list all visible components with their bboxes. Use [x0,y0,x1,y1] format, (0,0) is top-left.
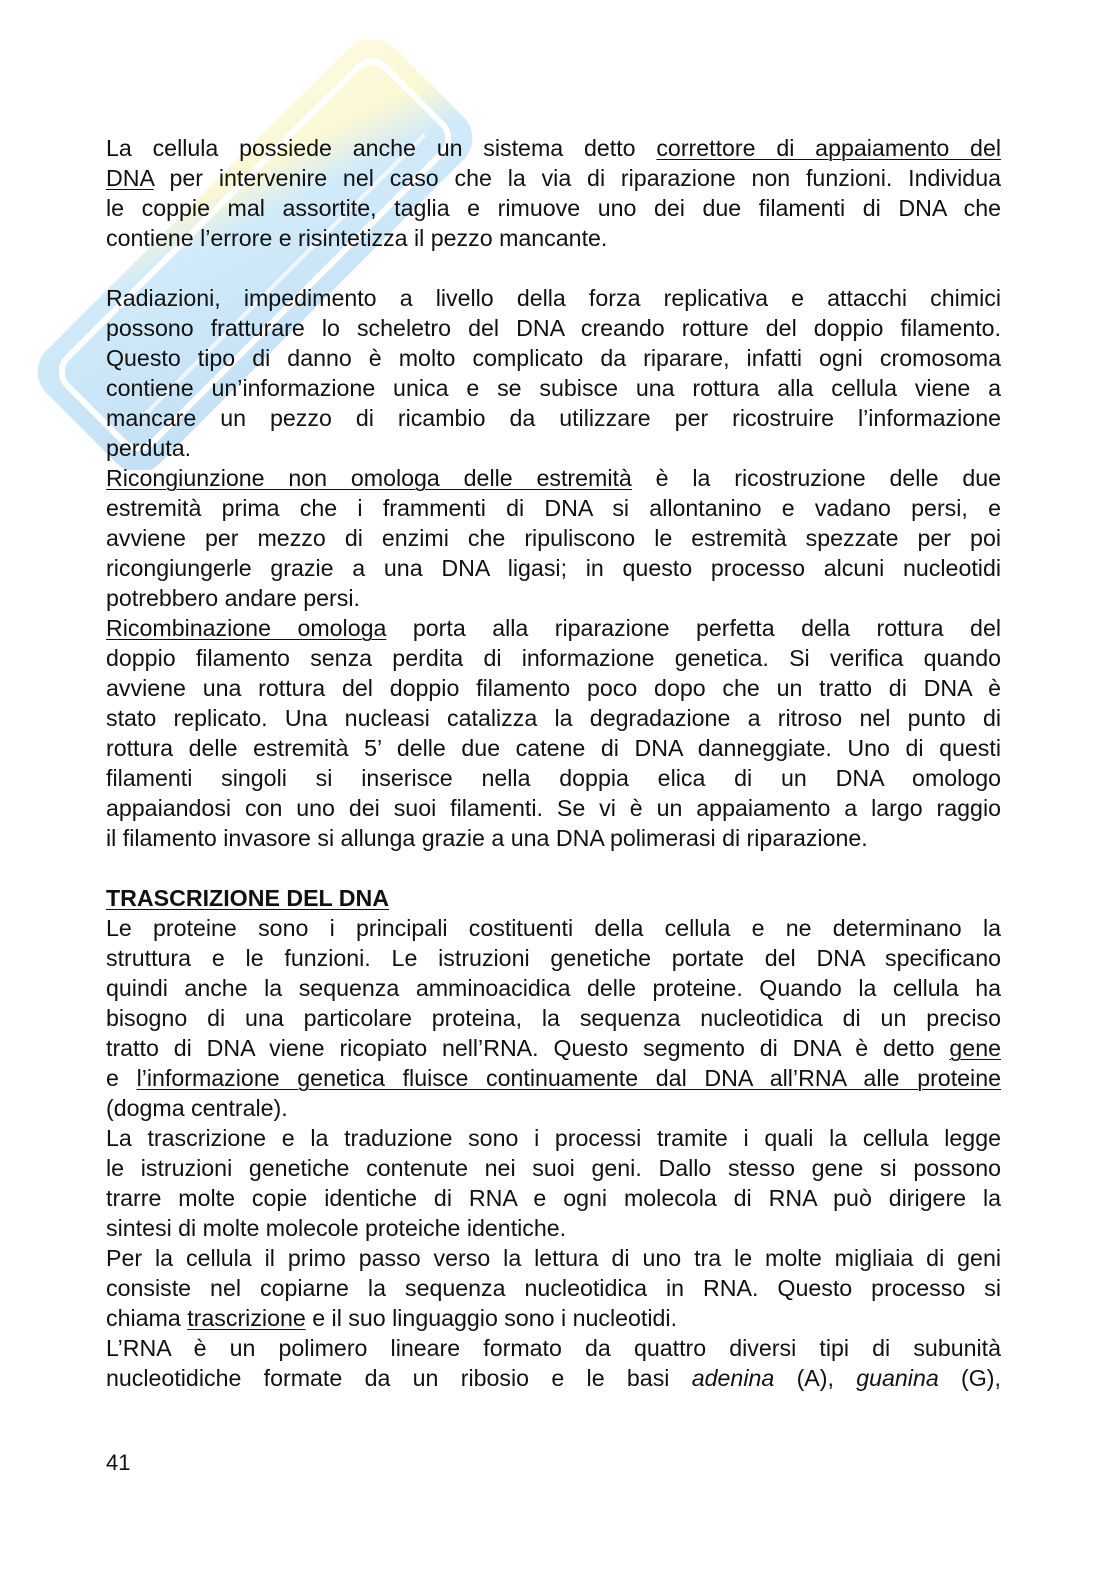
text-span: perduta. [106,435,192,461]
text-span: Per la cellula il primo passo verso la lettura di uno tra le molte migliaia di geni [106,1245,1001,1271]
text-span: La trascrizione e la traduzione sono i processi tramite i quali la cellula legge [106,1125,1001,1151]
text-line [106,763,1001,793]
text-span: La cellula possiede anche un sistema detto [106,135,657,161]
text-span: possono fratturare lo scheletro del DNA creando rotture del doppio filamento. [106,315,1001,341]
text-span: stato replicato. Una nucleasi catalizza la degradazione a ritroso nel punto di [106,705,1001,731]
text-span: Radiazioni, impedimento a livello della forza replicativa e attacchi chimici [106,285,1001,311]
text-line [106,313,1001,343]
text-line [106,223,1001,253]
text-line [106,1243,1001,1273]
text-line [106,163,1001,193]
text-span: chiama [106,1305,188,1331]
text-line [106,913,1001,943]
text-line [106,733,1001,763]
text-span: e [106,1065,137,1091]
text-line [106,493,1001,523]
text-span: e il suo linguaggio sono i nucleotidi. [305,1305,678,1331]
underlined-text: gene [949,1035,1001,1061]
text-span: estremità prima che i frammenti di DNA si allontanino e vadano persi, e [106,495,1001,521]
text-line [106,1183,1001,1213]
text-span: filamenti singoli si inserisce nella doppia elica di un DNA omologo [106,765,1001,791]
text-line [106,1363,1001,1393]
text-span: Questo tipo di danno è molto complicato da riparare, infatti ogni cromosoma [106,345,1001,371]
text-span: le istruzioni genetiche contenute nei suoi geni. Dallo stesso gene si possono [106,1155,1001,1181]
text-span: contiene un’informazione unica e se subisce una rottura alla cellula viene a [106,375,1001,401]
section-heading [106,883,1001,913]
text-span: avviene per mezzo di enzimi che ripuliscono le estremità spezzate per poi [106,525,1001,551]
text-span: doppio filamento senza perdita di informazione genetica. Si verifica quando [106,645,1001,671]
text-line [106,373,1001,403]
text-span: porta alla riparazione perfetta della rottura del [386,615,1001,641]
text-span: L’RNA è un polimero lineare formato da quattro diversi tipi di subunità [106,1335,1001,1361]
text-span: (A), [774,1365,857,1391]
text-line [106,433,1001,463]
text-span: sintesi di molte molecole proteiche identiche. [106,1215,567,1241]
text-span: consiste nel copiarne la sequenza nucleotidica in RNA. Questo processo si [106,1275,1001,1301]
underlined-text: correttore di appaiamento del [656,135,1001,161]
text-line [106,1093,1001,1123]
text-span: quindi anche la sequenza amminoacidica delle proteine. Quando la cellula ha [106,975,1001,1001]
text-span: rottura delle estremità 5’ delle due catene di DNA danneggiate. Uno di questi [106,735,1001,761]
text-span: nucleotidiche formate da un ribosio e le basi [106,1365,692,1391]
text-line [106,1213,1001,1243]
text-span: le coppie mal assortite, taglia e rimuove uno dei due filamenti di DNA che [106,195,1001,221]
text-line [106,1123,1001,1153]
underlined-text: trascrizione [187,1305,306,1331]
text-line [106,1273,1001,1303]
underlined-text: TRASCRIZIONE DEL DNA [106,885,389,911]
text-line [106,283,1001,313]
text-span: bisogno di una particolare proteina, la sequenza nucleotidica di un preciso [106,1005,1001,1031]
text-line [106,793,1001,823]
text-line [106,1303,1001,1333]
document-body [106,133,1001,1393]
text-line [106,463,1001,493]
text-span: contiene l’errore e risintetizza il pezzo mancante. [106,225,608,251]
text-span: il filamento invasore si allunga grazie a una DNA polimerasi di riparazione. [106,825,868,851]
blank-line [106,253,1001,283]
text-span: mancare un pezzo di ricambio da utilizzare per ricostruire l’informazione [106,405,1001,431]
text-line [106,1033,1001,1063]
text-line [106,1003,1001,1033]
underlined-text: DNA [106,165,154,191]
text-line [106,133,1001,163]
text-span: avviene una rottura del doppio filamento poco dopo che un tratto di DNA è [106,675,1001,701]
text-line [106,583,1001,613]
underlined-text: Ricongiunzione non omologa delle estremità [106,465,632,491]
text-line [106,553,1001,583]
text-line [106,343,1001,373]
text-line [106,1063,1001,1093]
text-line [106,193,1001,223]
page-number: 41 [106,1450,131,1475]
text-line [106,523,1001,553]
text-span: Le proteine sono i principali costituenti della cellula e ne determinano la [106,915,1001,941]
blank-line [106,853,1001,883]
text-span: è la ricostruzione delle due [631,465,1002,491]
text-span: tratto di DNA viene ricopiato nell’RNA. Questo segmento di DNA è detto [106,1035,950,1061]
underlined-text: Ricombinazione omologa [106,615,387,641]
text-line [106,613,1001,643]
italic-text: adenina [691,1365,775,1391]
underlined-text: l’informazione genetica fluisce continuamente dal DNA all’RNA alle proteine [136,1065,1001,1091]
text-span: (dogma centrale). [106,1095,288,1121]
italic-text: guanina [856,1365,939,1391]
text-span: per intervenire nel caso che la via di riparazione non funzioni. Individua [153,165,1001,191]
text-line [106,943,1001,973]
text-line [106,403,1001,433]
text-line [106,703,1001,733]
text-span: trarre molte copie identiche di RNA e ogni molecola di RNA può dirigere la [106,1185,1001,1211]
text-line [106,643,1001,673]
text-line [106,973,1001,1003]
text-line [106,1153,1001,1183]
text-span: ricongiungerle grazie a una DNA ligasi; in questo processo alcuni nucleotidi [106,555,1001,581]
text-span: appaiandosi con uno dei suoi filamenti. Se vi è un appaiamento a largo raggio [106,795,1001,821]
text-line [106,1333,1001,1363]
text-span: struttura e le funzioni. Le istruzioni genetiche portate del DNA specificano [106,945,1001,971]
text-line [106,823,1001,853]
text-span: (G), [938,1365,1001,1391]
text-line [106,673,1001,703]
text-span: potrebbero andare persi. [106,585,360,611]
